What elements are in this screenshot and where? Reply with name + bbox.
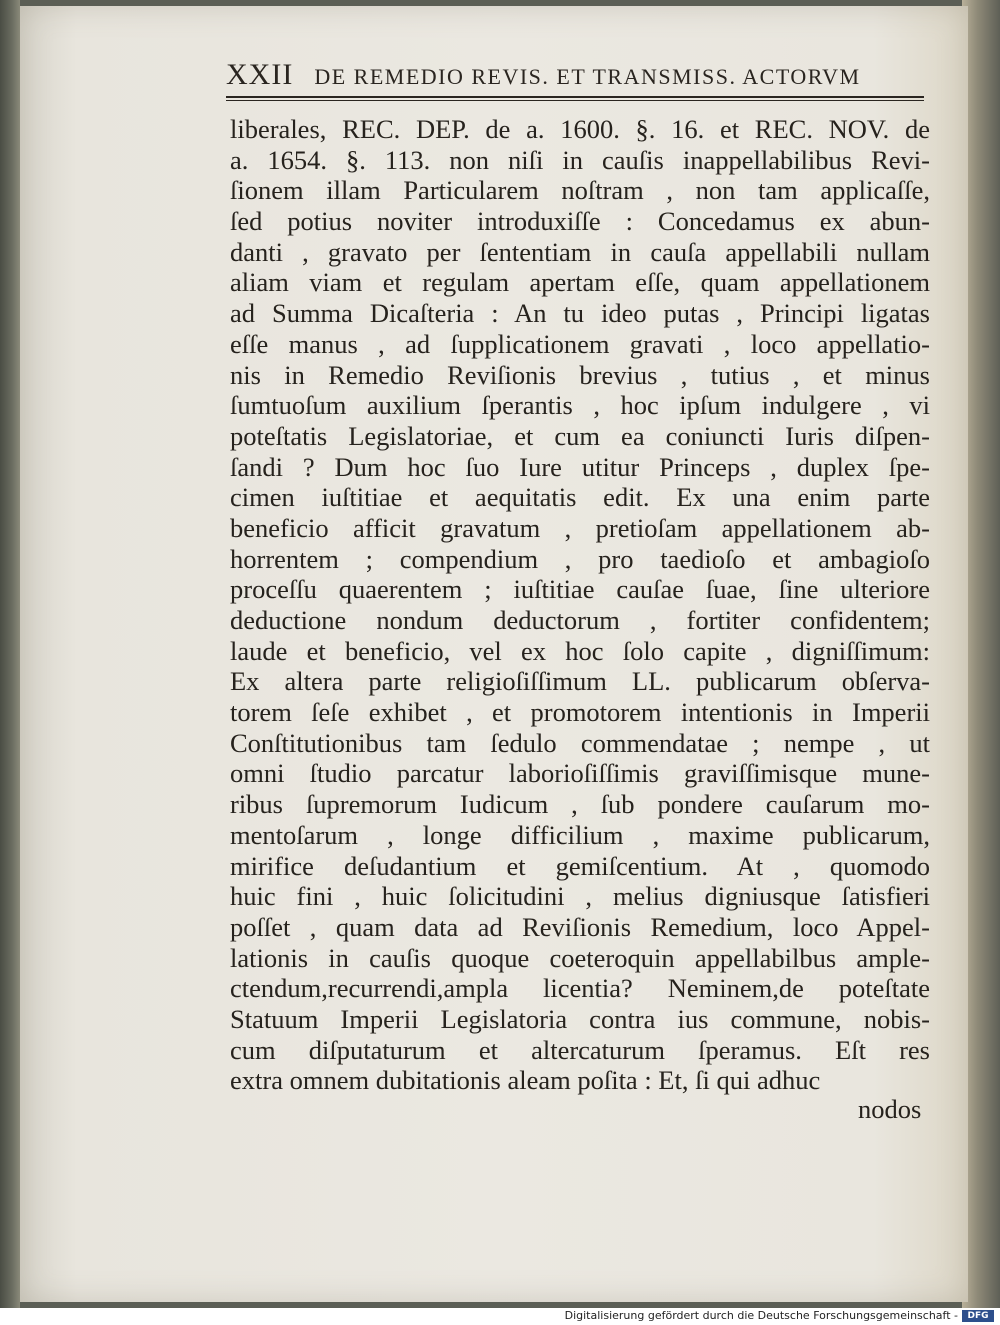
dfg-logo: DFG (962, 1310, 994, 1322)
book-cover-left-edge (0, 0, 20, 1308)
text-line: omni ſtudio parcatur laborioſiſſimis graviſſimisque mune- (230, 758, 930, 789)
text-line: deductione nondum deductorum , fortiter confidentem; (230, 605, 930, 635)
text-line: liberales, REC. DEP. de a. 1600. §. 16. et REC. NOV. de (230, 114, 930, 144)
text-line: eſſe manus , ad ſupplicationem gravati , loco appellatio- (230, 328, 930, 359)
text-line: ad Summa Dicaſteria : An tu ideo putas , Principi ligatas (230, 298, 930, 329)
catchword: nodos (858, 1094, 922, 1124)
text-line: danti , gravato per ſententiam in cauſa appellabili nullam (230, 236, 930, 267)
text-line: ſumtuoſum auxilium ſperantis , hoc ipſum indulgere , vi (230, 390, 930, 421)
text-line: torem ſeſe exhibet , et promotorem intentionis in Imperii (230, 697, 930, 728)
body-text (230, 114, 930, 1096)
text-line: ſandi ? Dum hoc ſuo Iure utitur Princeps , duplex ſpe- (230, 451, 930, 482)
text-line: Statuum Imperii Legislatoria contra ius commune, nobis- (230, 1003, 930, 1034)
text-line: aliam viam et regulam apertam eſſe, quam appellationem (230, 267, 930, 298)
text-line: Ex altera parte religioſiſſimum LL. publicarum obſerva- (230, 666, 930, 697)
text-line: ribus ſupremorum Iudicum , ſub pondere cauſarum mo- (230, 789, 930, 820)
text-line: horrentem ; compendium , pro taedioſo et ambagioſo (230, 543, 930, 574)
text-line: beneficio afficit gravatum , pretioſam appellationem ab- (230, 512, 930, 543)
text-line: ſed potius noviter introduxiſſe : Concedamus ex abun- (230, 206, 930, 237)
text-line: cum diſputaturum et altercaturum ſperamus. Eſt res (230, 1034, 930, 1065)
header-rule (226, 96, 924, 101)
text-line: poſſet , quam data ad Reviſionis Remedium, loco Appel- (230, 911, 930, 942)
text-line: extra omnem dubitationis aleam poſita : Et, ſi qui adhuc (230, 1065, 821, 1096)
text-line: lationis in cauſis quoque coeteroquin appellabilbus ample- (230, 942, 930, 973)
text-line: poteſtatis Legislatoriae, et cum ea coniuncti Iuris diſpen- (230, 420, 930, 451)
text-line: Conſtitutionibus tam ſedulo commendatae ; nempe , ut (230, 727, 930, 758)
text-line: cimen iuſtitiae et aequitatis edit. Ex una enim parte (230, 482, 930, 513)
running-head (226, 58, 926, 92)
text-line: a. 1654. §. 113. non niſi in cauſis inappellabilibus Revi- (230, 144, 930, 175)
text-line: laude et beneficio, vel ex hoc ſolo capite , digniſſimum: (230, 635, 930, 666)
text-line: huic fini , huic ſolicitudini , melius digniusque ſatisfieri (230, 881, 930, 912)
text-line: mentoſarum , longe difficilium , maxime publicarum, (230, 819, 930, 850)
funding-credit: Digitalisierung gefördert durch die Deutsche Forschungsgemeinschaft - (564, 1309, 958, 1322)
running-title: DE REMEDIO REVIS. ET TRANSMISS. ACTORVM (314, 64, 861, 89)
text-line: mirifice deſudantium et gemiſcentium. At , quomodo (230, 850, 930, 881)
page-number: XXII (226, 58, 294, 91)
text-line: nis in Remedio Reviſionis brevius , tutius , et minus (230, 359, 930, 390)
digitization-footer (0, 1308, 1000, 1325)
text-line: ctendum,recurrendi,ampla licentia? Neminem,de poteſtate (230, 973, 930, 1004)
text-line: proceſſu quaerentem ; iuſtitiae cauſae ſuae, ſine ulteriore (230, 574, 930, 605)
text-line: ſionem illam Particularem noſtram , non tam applicaſſe, (230, 175, 930, 206)
